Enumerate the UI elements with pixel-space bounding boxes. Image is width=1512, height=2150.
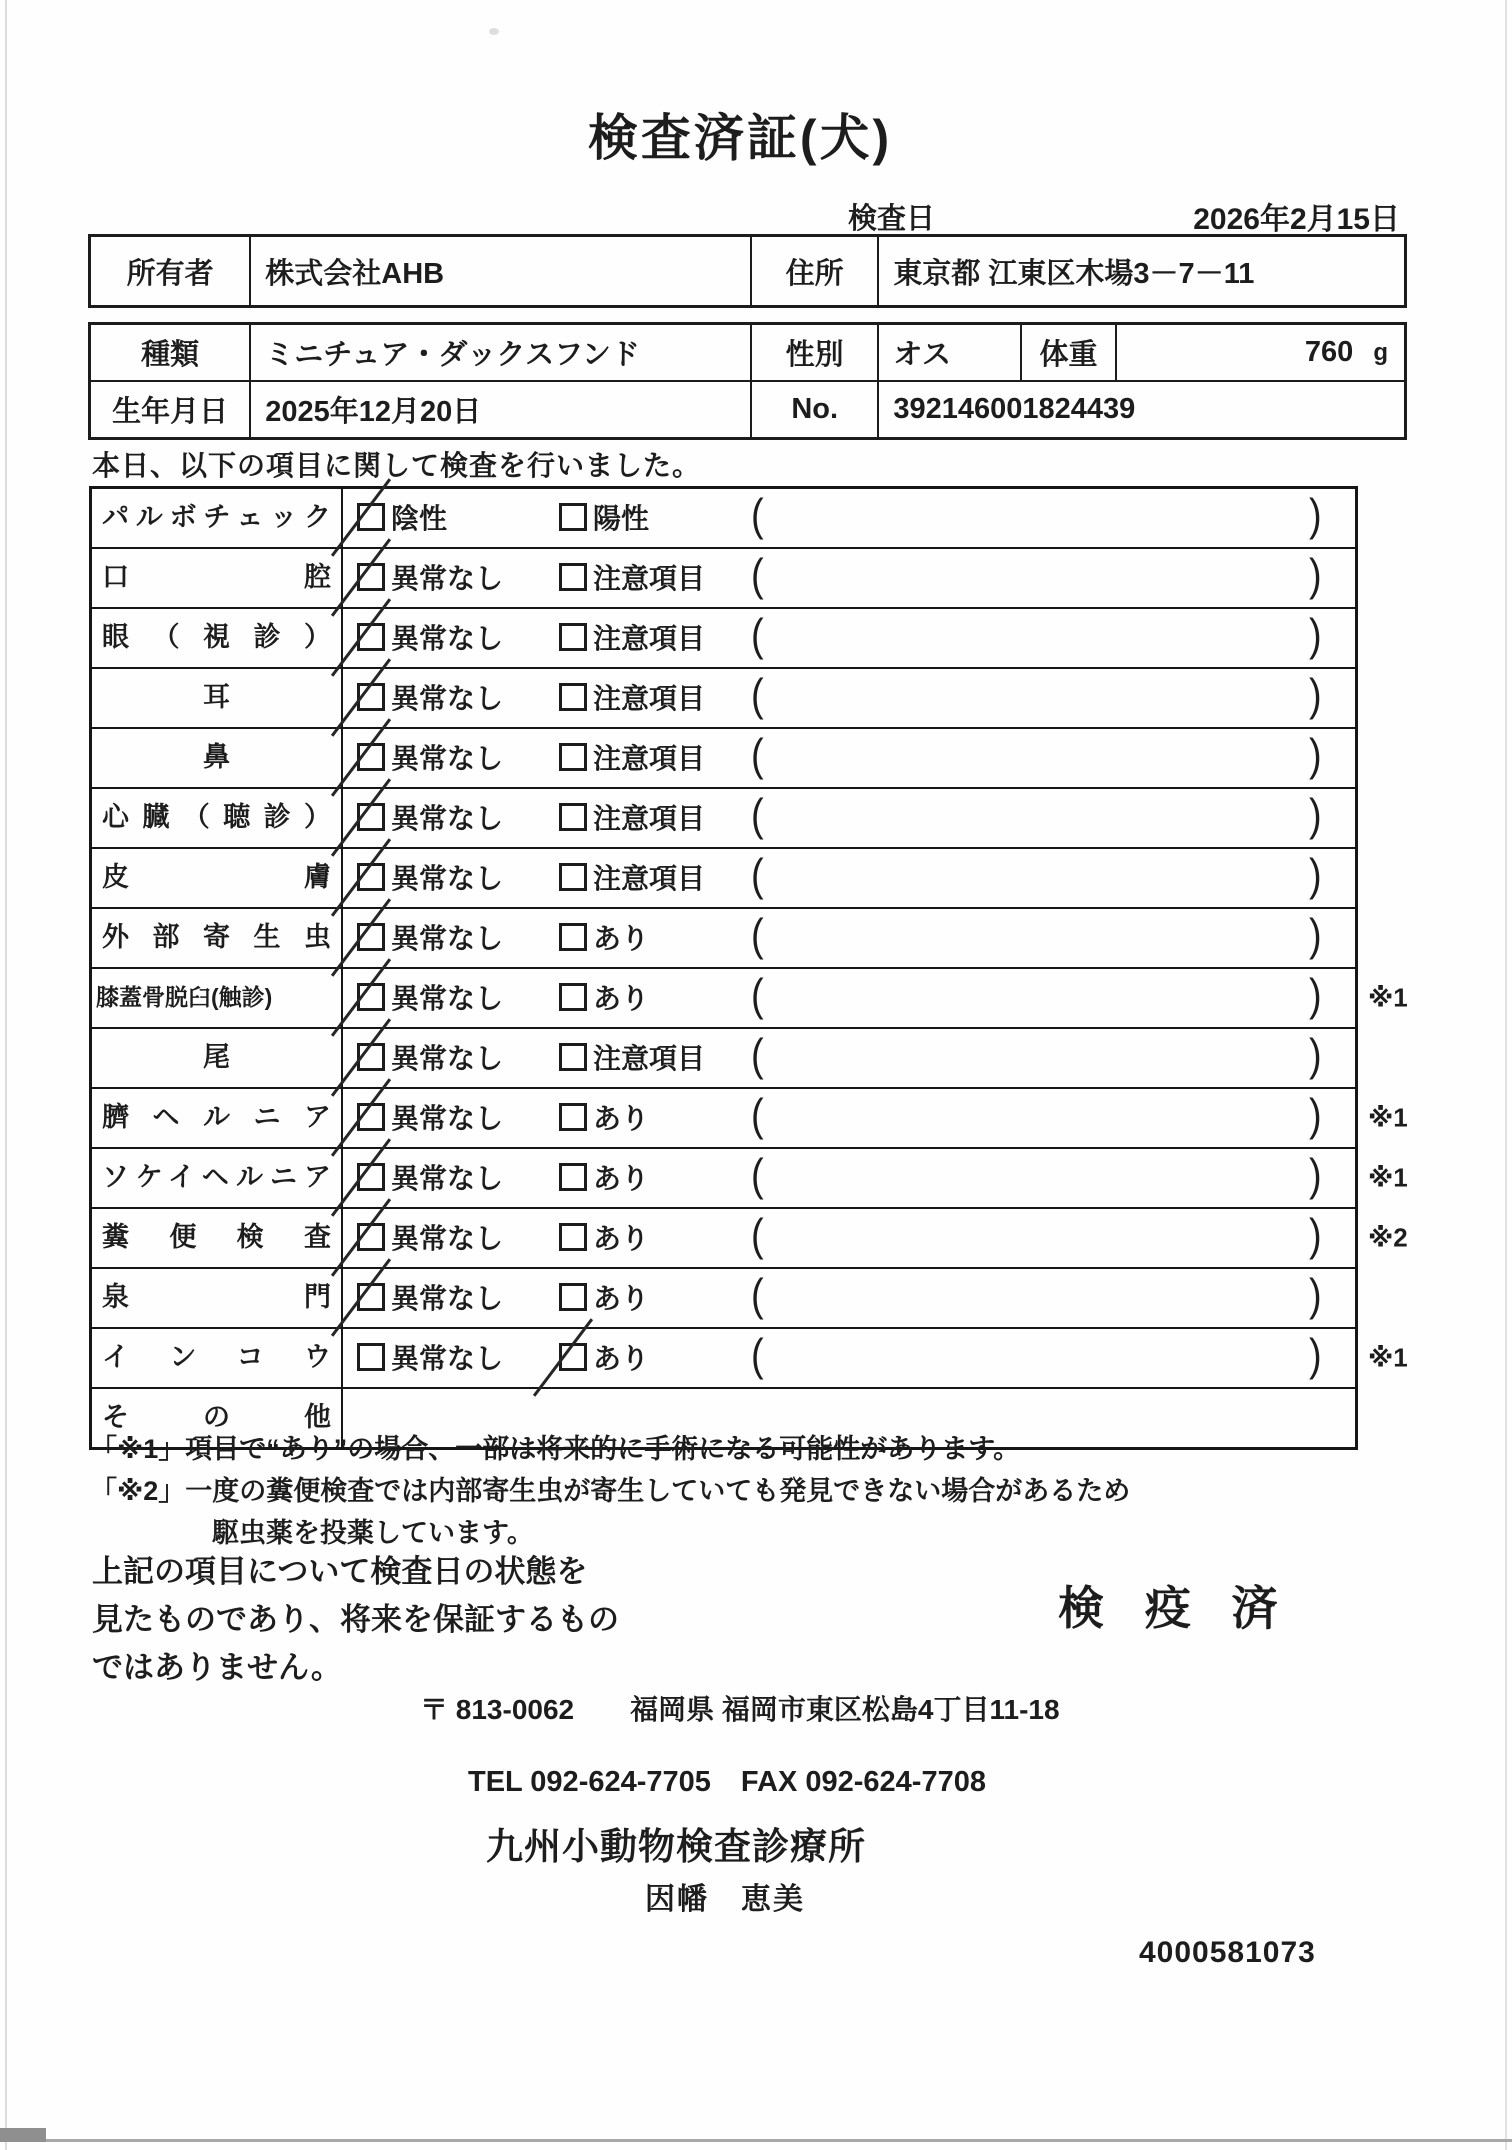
no-value: 392146001824439 [877,382,1404,437]
option2-label: 注意項目 [593,623,706,655]
paren-open: ( [751,970,764,1021]
option2-label: 陽性 [593,503,650,535]
option2-label: 注意項目 [593,743,706,775]
paren-open: ( [751,490,764,541]
checkbox-option2 [559,863,587,891]
paren-close: ) [1309,490,1322,541]
option2-label: 注意項目 [593,1043,706,1075]
checklist-row-inkou [92,1327,1408,1387]
birth-value: 2025年12月20日 [249,382,750,437]
checklist-row-umbilical-hernia [92,1087,1408,1147]
owner-label: 所有者 [126,257,214,290]
checklist-row-fecal-exam [92,1207,1408,1267]
fax-number: FAX 092-624-7708 [740,1766,986,1798]
checklist-row-ectoparasites [92,907,1355,967]
birth-row [91,380,1404,437]
option1-label: 異常なし [391,563,504,595]
option1-label: 異常なし [391,1223,504,1255]
clinic-phone-line [468,1766,986,1799]
option1-label: 異常なし [391,1043,504,1075]
checklist-row-ears [92,667,1355,727]
disclaimer [92,1548,619,1692]
reference-mark: ※1 [1368,1342,1408,1373]
row-content [343,1149,1355,1207]
option2-label: あり [593,1283,650,1315]
checkbox-option2 [559,1163,587,1191]
disclaimer-line3: ではありません。 [92,1650,342,1685]
option2-label: あり [593,1343,650,1375]
paren-open: ( [751,730,764,781]
option1-label: 異常なし [391,623,504,655]
paren-close: ) [1309,1090,1322,1141]
no-label: No. [750,382,877,437]
checklist-row-patella [92,967,1408,1027]
item-name: 口腔 [92,549,343,607]
inspection-date-label: 検査日 [848,203,936,235]
paren-open: ( [751,610,764,661]
option2-label: あり [593,923,650,955]
paren-close: ) [1309,790,1322,841]
item-name: 鼻 [92,729,343,787]
checklist-row-nose [92,727,1355,787]
footnote-1: 「※1」項目で“あり”の場合、一部は将来的に手術になる可能性があります。 [90,1434,1021,1464]
paren-open: ( [751,1270,764,1321]
item-name: 眼（視診） [92,609,343,667]
examiner-name: 因幡 恵美 [645,1883,805,1916]
owner-table [88,234,1407,308]
item-name: 臍ヘルニア [92,1089,343,1147]
row-content [343,1029,1355,1087]
row-content [343,669,1355,727]
scan-edge-right [1505,0,1507,2150]
clinic-address-line [420,1688,1060,1728]
option1-label: 異常なし [391,983,504,1015]
reference-mark: ※1 [1368,982,1408,1013]
clinic-address: 福岡県 福岡市東区松島4丁目11-18 [630,1694,1060,1725]
paren-close: ) [1309,1270,1322,1321]
item-name: ソケイヘルニア [92,1149,343,1207]
paren-close: ) [1309,850,1322,901]
paren-close: ) [1309,610,1322,661]
option2-label: あり [593,1163,650,1195]
paren-open: ( [751,1150,764,1201]
checkbox-option2 [559,623,587,651]
paren-close: ) [1309,1210,1322,1261]
row-content [343,1269,1355,1327]
reference-mark: ※1 [1368,1102,1408,1133]
paren-open: ( [751,1210,764,1261]
paren-close: ) [1309,970,1322,1021]
quarantine-stamp: 検 疫 済 [1058,1582,1292,1634]
option2-label: 注意項目 [593,863,706,895]
breed-label: 種類 [141,339,200,371]
option2-label: 注意項目 [593,563,706,595]
reference-mark: ※1 [1368,1162,1408,1193]
option1-label: 異常なし [391,1163,504,1195]
paren-open: ( [751,850,764,901]
option1-label: 異常なし [391,743,504,775]
paren-open: ( [751,1090,764,1141]
checklist-row-inguinal-hernia [92,1147,1408,1207]
option1-label: 異常なし [391,1283,504,1315]
sex-label: 性別 [750,325,877,380]
item-name: 耳 [92,669,343,727]
weight-value: 760 [1304,336,1354,368]
row-content [343,969,1355,1027]
reference-mark: ※2 [1368,1222,1408,1253]
owner-value: 株式会社AHB [249,237,750,305]
footnotes [90,1428,1130,1554]
option2-label: あり [593,1103,650,1135]
item-name: 皮膚 [92,849,343,907]
scan-edge-left [5,0,7,2150]
option1-label: 異常なし [391,1103,504,1135]
disclaimer-line1: 上記の項目について検査日の状態を [92,1554,588,1589]
paren-close: ) [1309,1150,1322,1201]
checklist-row-mouth [92,547,1355,607]
option1-label: 異常なし [391,803,504,835]
row-content [343,729,1355,787]
item-name: 心臓（聴診） [92,789,343,847]
row-content [343,1209,1355,1267]
item-name: その他 [92,1389,343,1447]
checklist-row-skin [92,847,1355,907]
weight-cell [1115,325,1404,380]
breed-value: ミニチュア・ダックスフンド [249,325,750,380]
paren-open: ( [751,1030,764,1081]
pet-table [88,322,1407,440]
weight-label: 体重 [1020,325,1116,380]
paren-close: ) [1309,1330,1322,1381]
birth-label: 生年月日 [112,396,229,428]
checkbox-option2 [559,563,587,591]
checkbox-option1 [357,1343,385,1371]
sex-value: オス [877,325,1019,380]
paren-close: ) [1309,550,1322,601]
checkbox-option2 [559,1043,587,1071]
weight-unit: g [1373,338,1388,366]
option2-label: 注意項目 [593,683,706,715]
checkbox-option2 [559,1283,587,1311]
paren-close: ) [1309,730,1322,781]
option1-label: 陰性 [391,503,448,535]
row-content [343,489,1355,547]
option1-label: 異常なし [391,923,504,955]
paren-open: ( [751,790,764,841]
checkbox-option2 [559,683,587,711]
row-content [343,549,1355,607]
breed-row [91,325,1404,380]
address-label: 住所 [750,237,877,305]
footnote-2-continued: 駆虫薬を投薬しています。 [212,1518,534,1548]
option2-label: 注意項目 [593,803,706,835]
checklist-row-heart [92,787,1355,847]
checklist-row-parvo [92,489,1355,547]
scan-speck [489,28,499,35]
row-content [343,609,1355,667]
owner-row [91,237,1404,305]
option1-label: 異常なし [391,1343,504,1375]
item-name: 糞便検査 [92,1209,343,1267]
item-name: パルボチェック [92,489,343,547]
row-content [343,1329,1355,1387]
checkbox-option2 [559,1223,587,1251]
checklist-row-fontanelle [92,1267,1355,1327]
item-name: 泉門 [92,1269,343,1327]
tel-number: TEL 092-624-7705 [468,1766,711,1798]
clinic-name: 九州小動物検査診療所 [486,1826,866,1867]
checkbox-option2 [559,743,587,771]
checklist-row-eyes [92,607,1355,667]
row-content [343,789,1355,847]
row-content [343,1089,1355,1147]
checklist-table [89,486,1408,1450]
option1-label: 異常なし [391,683,504,715]
checklist-intro: 本日、以下の項目に関して検査を行いました。 [92,450,702,481]
option2-label: あり [593,1223,650,1255]
item-name: 尾 [92,1029,343,1087]
serial-number: 4000581073 [1139,1936,1316,1969]
checkbox-option2 [559,983,587,1011]
item-name: 外部寄生虫 [92,909,343,967]
address-value: 東京都 江東区木場3－7－11 [877,237,1404,305]
paren-close: ) [1309,670,1322,721]
postal-code: 〒 813-0062 [420,1694,575,1725]
inspection-date-value: 2026年2月15日 [1193,203,1400,236]
paren-open: ( [751,1330,764,1381]
option2-label: あり [593,983,650,1015]
paren-close: ) [1309,1030,1322,1081]
checkbox-option2 [559,1103,587,1131]
page-title: 検査済証(犬) [587,110,893,166]
option1-label: 異常なし [391,863,504,895]
paren-open: ( [751,910,764,961]
disclaimer-line2: 見たものであり、将来を保証するもの [92,1602,619,1637]
scan-edge-bottom [0,2139,1512,2142]
item-name: 膝蓋骨脱臼(触診) [92,969,343,1027]
paren-open: ( [751,550,764,601]
checklist-row-tail [92,1027,1355,1087]
footnote-2: 「※2」一度の糞便検査では内部寄生虫が寄生していても発見できない場合があるため [90,1476,1131,1506]
checkbox-option2 [559,503,587,531]
item-name: インコウ [92,1329,343,1387]
paren-close: ) [1309,910,1322,961]
scan-edge-corner [0,2128,46,2142]
paren-open: ( [751,670,764,721]
row-content [343,909,1355,967]
checkbox-option2 [559,803,587,831]
checkbox-option2 [559,923,587,951]
row-content [343,849,1355,907]
